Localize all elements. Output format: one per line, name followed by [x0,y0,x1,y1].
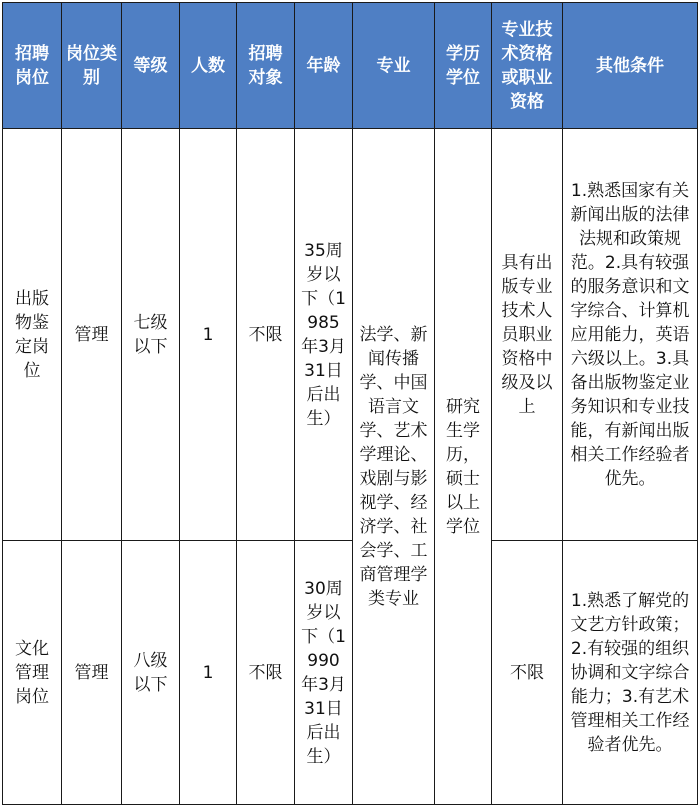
cell-target: 不限 [237,129,295,541]
header-position: 招聘岗位 [3,3,62,129]
cell-position: 文化管理岗位 [3,541,62,805]
cell-position: 出版物鉴定岗位 [3,129,62,541]
cell-conditions: 1.熟悉国家有关新闻出版的法律法规和政策规范。2.具有较强的服务意识和文字综合、计算机应用能力，英语六级以上。3.具备出版物鉴定业务知识和专业技能，有新闻出版相关工作经验者优先。 [563,129,698,541]
header-target: 招聘对象 [237,3,295,129]
cell-qualification: 不限 [492,541,563,805]
recruitment-table [2,2,698,805]
cell-level: 八级以下 [122,541,180,805]
cell-conditions: 1.熟悉了解党的文艺方针政策；2.有较强的组织协调和文字综合能力；3.有艺术管理相关工作经验者优先。 [563,541,698,805]
cell-age: 35周岁以下（1985年3月31日后出生） [295,129,353,541]
header-row [3,3,698,129]
cell-count: 1 [180,541,237,805]
table-row [3,129,698,541]
header-age: 年龄 [295,3,353,129]
table-row [3,541,698,805]
header-conditions: 其他条件 [563,3,698,129]
cell-target: 不限 [237,541,295,805]
cell-count: 1 [180,129,237,541]
cell-category: 管理 [62,129,122,541]
cell-level: 七级以下 [122,129,180,541]
cell-age: 30周岁以下（1990年3月31日后出生） [295,541,353,805]
header-category: 岗位类别 [62,3,122,129]
header-level: 等级 [122,3,180,129]
cell-major: 法学、新闻传播学、中国语言文学、艺术学理论、戏剧与影视学、经济学、社会学、工商管理学类专业 [353,129,435,805]
header-qualification: 专业技术资格或职业资格 [492,3,563,129]
cell-category: 管理 [62,541,122,805]
header-major: 专业 [353,3,435,129]
header-count: 人数 [180,3,237,129]
cell-qualification: 具有出版专业技术人员职业资格中级及以上 [492,129,563,541]
header-education: 学历学位 [435,3,492,129]
cell-education: 研究生学历，硕士以上学位 [435,129,492,805]
